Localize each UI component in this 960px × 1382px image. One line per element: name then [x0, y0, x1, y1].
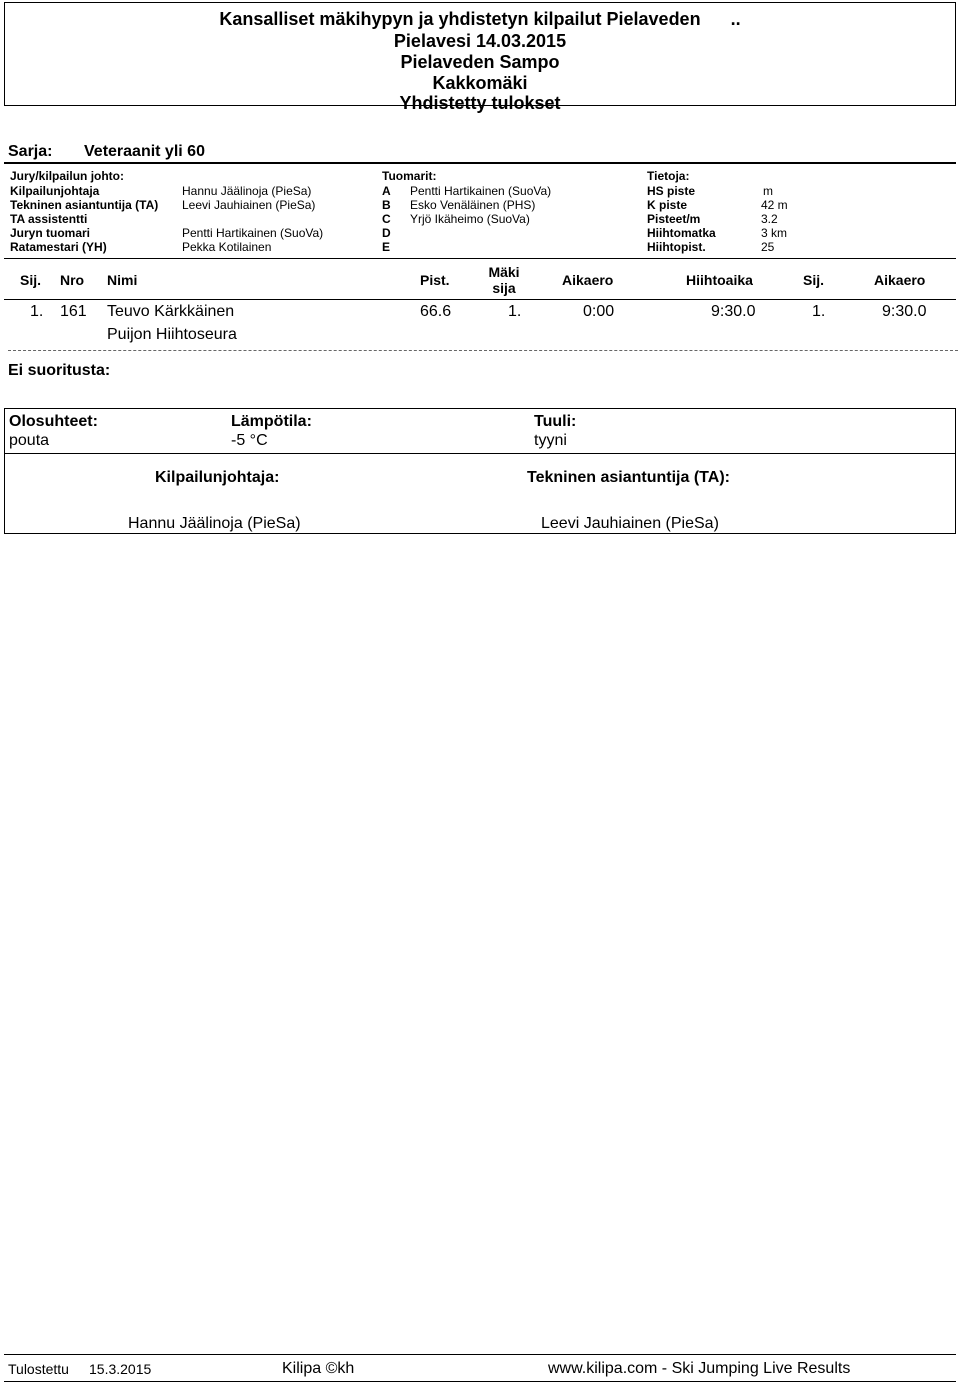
jury-label-ta-assistant: TA assistentti [10, 212, 88, 226]
header-subtitle: Yhdistetty tulokset [399, 93, 561, 113]
judge-letter-d: D [382, 226, 391, 240]
row-points: 66.6 [420, 303, 452, 320]
col-jump-rank-header-1: Mäki [488, 264, 520, 280]
wind-label: Tuuli: [534, 413, 577, 430]
temperature-label: Lämpötila: [231, 413, 312, 430]
ta-label: Tekninen asiantuntija (TA): [527, 469, 730, 486]
header-date: Pielavesi 14.03.2015 [393, 31, 567, 51]
info-value-points-per-m: 3.2 [761, 212, 778, 226]
director-label: Kilpailunjohtaja: [155, 469, 280, 486]
weather-label: Olosuhteet: [9, 413, 98, 430]
jury-label-ta: Tekninen asiantuntija (TA) [10, 198, 159, 212]
conditions-box [4, 408, 956, 534]
judge-letter-b: B [382, 198, 391, 212]
series-value: Veteraanit yli 60 [84, 143, 205, 160]
jury-value-judge: Pentti Hartikainen (SuoVa) [182, 226, 324, 240]
header-club: Pielaveden Sampo [400, 52, 560, 72]
header-title: Kansalliset mäkihypyn ja yhdistetyn kilpailut Pielaveden [219, 9, 701, 29]
row-name: Teuvo Kärkkäinen [107, 303, 235, 320]
footer-software: Kilipa ©kh [282, 1360, 355, 1377]
judge-name-b: Esko Venäläinen (PHS) [410, 198, 536, 212]
judge-letter-a: A [382, 184, 391, 198]
temperature-value: -5 °C [231, 432, 268, 449]
info-value-hs: m [763, 184, 773, 198]
judge-letter-c: C [382, 212, 391, 226]
row-start-gap: 0:00 [583, 303, 615, 320]
header-title-suffix: .. [730, 9, 741, 29]
info-value-ski-points: 25 [761, 240, 775, 254]
header-venue: Kakkomäki [432, 73, 528, 93]
info-label-ski-points: Hiihtopist. [647, 240, 706, 254]
info-value-k: 42 m [761, 198, 788, 212]
jury-label-director: Kilpailunjohtaja [10, 184, 100, 198]
wind-value: tyyni [534, 432, 567, 449]
jury-label-course-chief: Ratamestari (YH) [10, 240, 107, 254]
row-jump-rank: 1. [508, 303, 522, 320]
col-points-header: Pist. [420, 272, 450, 288]
judge-letter-e: E [382, 240, 391, 254]
jury-value-course-chief: Pekka Kotilainen [182, 240, 272, 254]
col-rank-header: Sij. [20, 272, 42, 288]
col-final-gap-header: Aikaero [874, 272, 926, 288]
footer-printed-label: Tulostettu [8, 1361, 69, 1377]
row-separator [8, 350, 958, 351]
jury-heading: Jury/kilpailun johto: [10, 169, 125, 183]
director-signature-name: Hannu Jäälinoja (PieSa) [128, 515, 301, 532]
info-heading: Tietoja: [647, 169, 690, 183]
info-label-k: K piste [647, 198, 688, 212]
info-label-points-per-m: Pisteet/m [647, 212, 701, 226]
col-final-rank-header: Sij. [803, 272, 825, 288]
info-label-ski-distance: Hiihtomatka [647, 226, 716, 240]
row-ski-time: 9:30.0 [711, 303, 756, 320]
col-bib-header: Nro [60, 272, 85, 288]
footer-printed-date: 15.3.2015 [89, 1361, 152, 1377]
jury-label-judge: Juryn tuomari [10, 226, 91, 240]
weather-value: pouta [9, 432, 50, 449]
row-final-gap: 9:30.0 [882, 303, 927, 320]
dns-label: Ei suoritusta: [8, 362, 111, 379]
header-box [4, 2, 956, 113]
series-underline [4, 162, 956, 164]
col-ski-time-header: Hiihtoaika [686, 272, 753, 288]
table-row [0, 303, 960, 347]
conditions-divider [5, 453, 955, 454]
info-label-hs: HS piste [647, 184, 696, 198]
col-name-header: Nimi [107, 272, 138, 288]
header-title-row [5, 9, 955, 29]
judge-name-c: Yrjö Ikäheimo (SuoVa) [410, 212, 530, 226]
judges-heading: Tuomarit: [382, 169, 437, 183]
jury-value-director: Hannu Jäälinoja (PieSa) [182, 184, 312, 198]
info-value-ski-distance: 3 km [761, 226, 788, 240]
series-label: Sarja: [8, 143, 53, 160]
col-jump-rank-header-2: sija [492, 280, 516, 296]
jury-value-ta: Leevi Jauhiainen (PieSa) [182, 198, 316, 212]
judge-name-a: Pentti Hartikainen (SuoVa) [410, 184, 552, 198]
col-start-gap-header: Aikaero [562, 272, 614, 288]
ta-signature-name: Leevi Jauhiainen (PieSa) [541, 515, 719, 532]
row-bib: 161 [60, 303, 87, 320]
row-final-rank: 1. [812, 303, 826, 320]
row-rank: 1. [30, 303, 44, 320]
footer-website: www.kilipa.com - Ski Jumping Live Results [548, 1360, 851, 1377]
row-club: Puijon Hiihtoseura [107, 326, 237, 343]
